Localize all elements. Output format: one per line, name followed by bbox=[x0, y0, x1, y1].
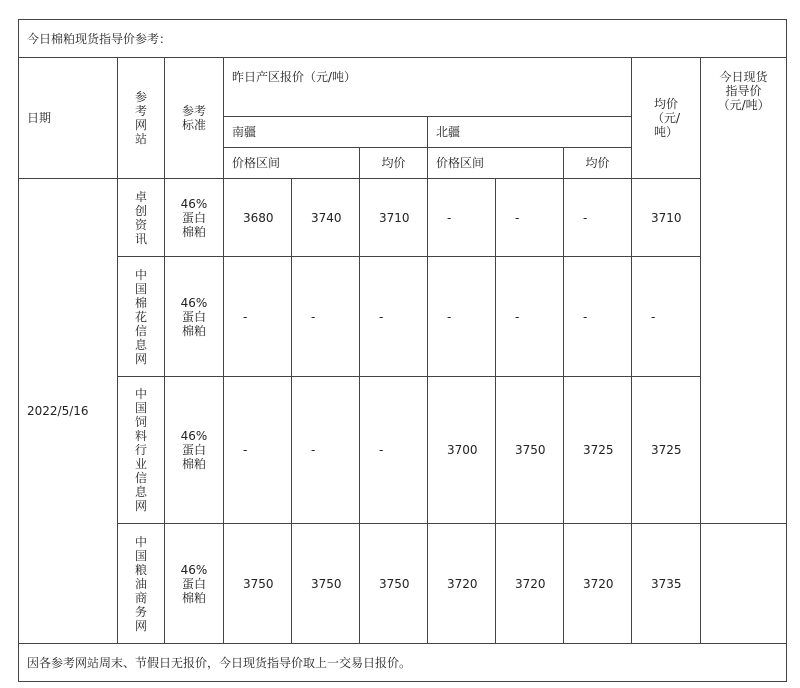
header-standard: 参考标准 bbox=[165, 58, 224, 179]
table-footnote: 因各参考网站周末、节假日无报价，今日现货指导价取上一交易日报价。 bbox=[19, 644, 787, 682]
standard-cell: 46%蛋白棉粕 bbox=[165, 524, 224, 644]
north-high-cell: - bbox=[496, 179, 564, 257]
today-price-blank bbox=[701, 524, 787, 644]
header-south-avg: 均价 bbox=[360, 148, 428, 179]
south-avg-cell: - bbox=[360, 257, 428, 377]
north-low-cell: - bbox=[428, 257, 496, 377]
north-avg-cell: - bbox=[564, 257, 632, 377]
north-high-cell: 3720 bbox=[496, 524, 564, 644]
table-row bbox=[19, 524, 787, 644]
header-today: 今日现货指导价（元/吨） bbox=[701, 58, 787, 524]
header-north: 北疆 bbox=[428, 117, 632, 148]
site-cell: 中国饲料行业信息网 bbox=[118, 377, 165, 524]
site-cell: 中国粮油商务网 bbox=[118, 524, 165, 644]
header-avg: 均价（元/吨） bbox=[632, 58, 701, 179]
north-low-cell: - bbox=[428, 179, 496, 257]
south-high-cell: 3740 bbox=[292, 179, 360, 257]
standard-cell: 46%蛋白棉粕 bbox=[165, 179, 224, 257]
table-row bbox=[19, 179, 787, 257]
avg-cell: 3735 bbox=[632, 524, 701, 644]
header-south-range: 价格区间 bbox=[224, 148, 360, 179]
header-yesterday: 昨日产区报价（元/吨） bbox=[224, 58, 632, 117]
north-high-cell: - bbox=[496, 257, 564, 377]
north-avg-cell: - bbox=[564, 179, 632, 257]
header-site: 参考网站 bbox=[118, 58, 165, 179]
table-title: 今日棉粕现货指导价参考： bbox=[19, 20, 787, 58]
table-row bbox=[19, 257, 787, 377]
table-row bbox=[19, 377, 787, 524]
north-low-cell: 3720 bbox=[428, 524, 496, 644]
south-low-cell: 3750 bbox=[224, 524, 292, 644]
south-avg-cell: 3750 bbox=[360, 524, 428, 644]
site-cell: 中国棉花信息网 bbox=[118, 257, 165, 377]
header-north-range: 价格区间 bbox=[428, 148, 564, 179]
south-avg-cell: 3710 bbox=[360, 179, 428, 257]
north-avg-cell: 3720 bbox=[564, 524, 632, 644]
avg-cell: 3710 bbox=[632, 179, 701, 257]
avg-cell: - bbox=[632, 257, 701, 377]
standard-cell: 46%蛋白棉粕 bbox=[165, 377, 224, 524]
south-low-cell: 3680 bbox=[224, 179, 292, 257]
price-table bbox=[18, 19, 787, 682]
avg-cell: 3725 bbox=[632, 377, 701, 524]
north-low-cell: 3700 bbox=[428, 377, 496, 524]
standard-cell: 46%蛋白棉粕 bbox=[165, 257, 224, 377]
date-cell: 2022/5/16 bbox=[19, 179, 118, 644]
site-cell: 卓创资讯 bbox=[118, 179, 165, 257]
north-high-cell: 3750 bbox=[496, 377, 564, 524]
south-low-cell: - bbox=[224, 377, 292, 524]
north-avg-cell: 3725 bbox=[564, 377, 632, 524]
south-high-cell: - bbox=[292, 257, 360, 377]
header-south: 南疆 bbox=[224, 117, 428, 148]
header-north-avg: 均价 bbox=[564, 148, 632, 179]
header-date: 日期 bbox=[19, 58, 118, 179]
south-high-cell: - bbox=[292, 377, 360, 524]
south-low-cell: - bbox=[224, 257, 292, 377]
south-avg-cell: - bbox=[360, 377, 428, 524]
south-high-cell: 3750 bbox=[292, 524, 360, 644]
